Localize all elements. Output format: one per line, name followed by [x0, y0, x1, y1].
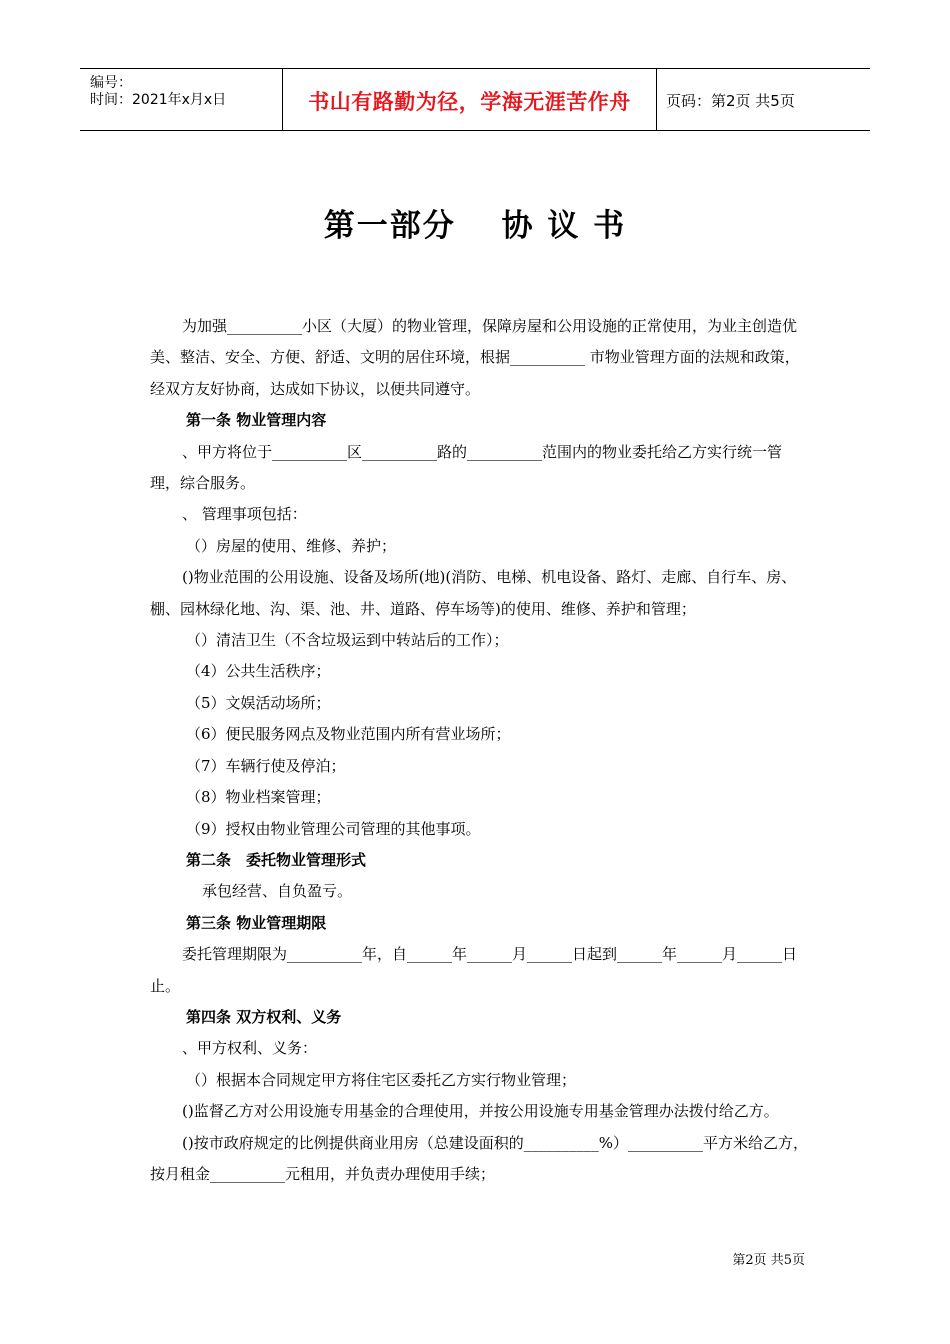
page-footer: 第2页 共5页 — [732, 1253, 805, 1268]
section-heading: 第二条 委托物业管理形式 — [186, 850, 367, 869]
paragraph: 、甲方将位于__________区__________路的__________范围内的物业委托给乙方实行统一管理，综合服务。 — [150, 442, 783, 493]
header-page-code: 页码：第2页 共5页 — [666, 92, 795, 110]
list-item: （6）便民服务网点及物业范围内所有营业场所； — [186, 725, 511, 744]
section-heading: 第一条 物业管理内容 — [186, 411, 327, 430]
header-info-cell — [80, 69, 282, 130]
list-item: （4）公共生活秩序； — [186, 662, 331, 681]
list-item: （）根据本合同规定甲方将住宅区委托乙方实行物业管理； — [186, 1070, 577, 1089]
paragraph: 委托管理期限为__________年，自______年______月______日起到______年______月______日止。 — [150, 945, 798, 995]
document-title: 第一部分 协 议 书 — [323, 208, 627, 244]
document-number-label: 编号： — [90, 75, 132, 91]
header-motto-cell — [282, 69, 657, 130]
header-page-cell — [656, 69, 870, 130]
section-heading: 第三条 物业管理期限 — [186, 913, 327, 932]
list-item: （8）物业档案管理； — [186, 788, 331, 807]
paragraph: 、甲方权利、义务： — [182, 1039, 318, 1058]
list-item: （9）授权由物业管理公司管理的其他事项。 — [186, 819, 481, 838]
document-date-label: 时间：2021年x月x日 — [90, 92, 227, 108]
list-item: ()按市政府规定的比例提供商业用房（总建设面积的__________%）__________平方米给乙方，按月租金__________元租用，并负责办理使用手续； — [150, 1133, 808, 1183]
list-item: ()物业范围的公用设施、设备及场所(地)(消防、电梯、机电设备、路灯、走廊、自行车、房、棚、园林绿化地、沟、渠、池、井、道路、停车场等)的使用、维修、养护和管理； — [150, 568, 797, 618]
page-header — [80, 68, 870, 131]
section-heading: 第四条 双方权利、义务 — [186, 1007, 342, 1026]
list-item: ()监督乙方对公用设施专用基金的合理使用，并按公用设施专用基金管理办法拨付给乙方。 — [182, 1102, 779, 1121]
header-motto: 书山有路勤为径，学海无涯苦作舟 — [308, 90, 631, 114]
document-body — [150, 311, 810, 1190]
list-item: （5）文娱活动场所； — [186, 693, 331, 712]
list-item: （7）车辆行使及停泊； — [186, 756, 346, 775]
list-item: （）清洁卫生（不含垃圾运到中转站后的工作）； — [186, 631, 509, 650]
list-item: （）房屋的使用、维修、养护； — [186, 536, 397, 555]
intro-paragraph: 为加强__________小区（大厦）的物业管理，保障房屋和公用设施的正常使用，为业主创造优美、整洁、安全、方便、舒适、文明的居住环境，根据__________ 市物业管理方面的法规和政策，经双方友好协商，达成如下协议，以便共同遵守。 — [150, 317, 800, 398]
paragraph: 、 管理事项包括： — [182, 505, 307, 524]
paragraph: 承包经营、自负盈亏。 — [202, 882, 353, 901]
